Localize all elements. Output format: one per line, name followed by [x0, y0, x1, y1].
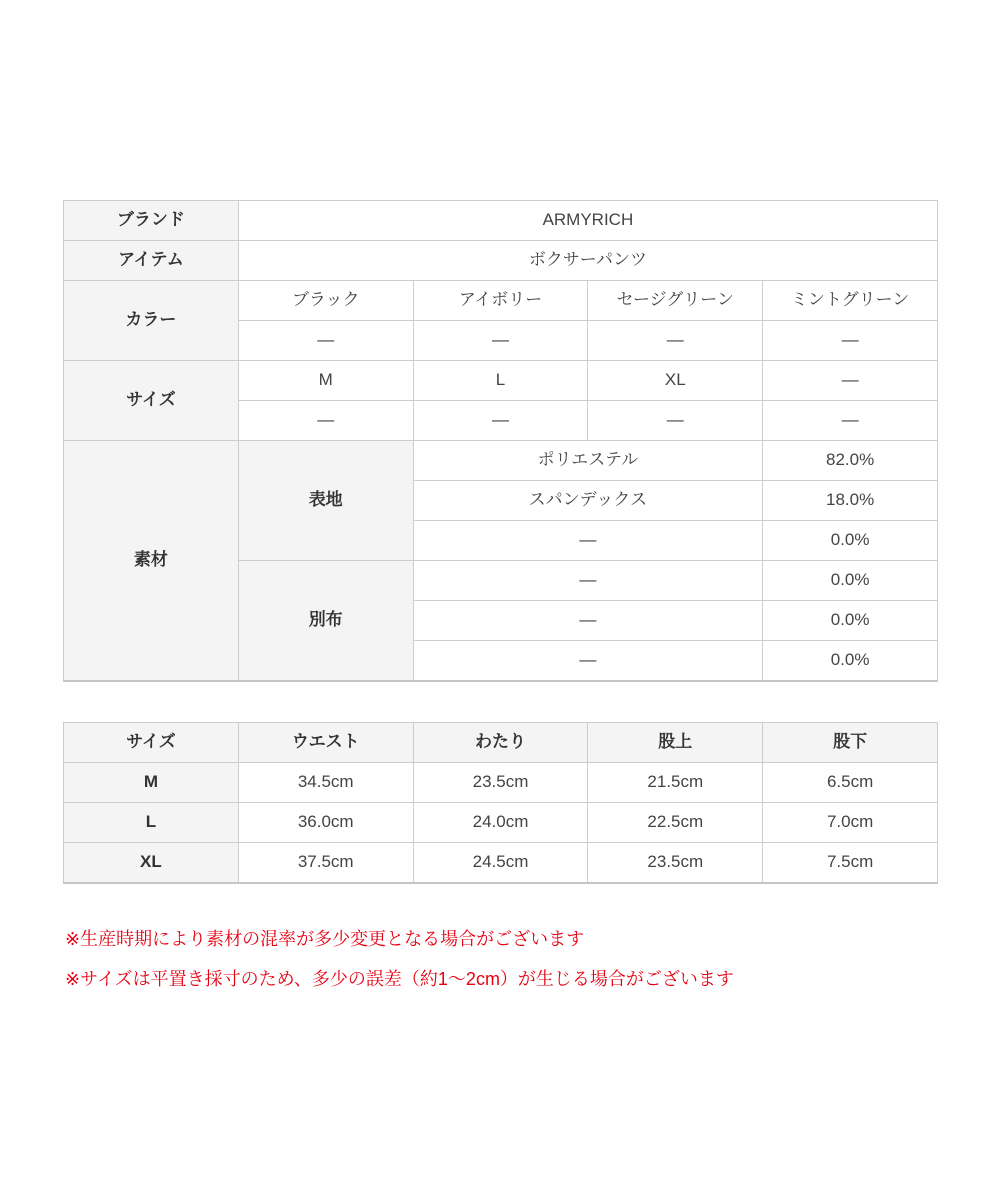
- size-chart-cell: 7.0cm: [763, 803, 938, 843]
- size-value: M: [238, 361, 413, 401]
- size-chart-table: [63, 722, 938, 884]
- product-spec-table: [63, 200, 938, 682]
- size-chart-cell: 22.5cm: [588, 803, 763, 843]
- size-chart-row-xl: [64, 843, 938, 884]
- material-row: [64, 441, 938, 481]
- color-value: —: [588, 321, 763, 361]
- note-measurement-tolerance: ※サイズは平置き採寸のため、多少の誤差（約1〜2cm）が生じる場合がございます: [65, 969, 734, 989]
- size-chart-size-cell: XL: [64, 843, 239, 884]
- size-value: L: [413, 361, 588, 401]
- material-percent: 0.0%: [763, 521, 938, 561]
- size-chart-cell: 34.5cm: [238, 763, 413, 803]
- note-material-variation: ※生産時期により素材の混率が多少変更となる場合がございます: [65, 929, 585, 949]
- size-value: —: [413, 401, 588, 441]
- size-chart-cell: 6.5cm: [763, 763, 938, 803]
- item-row: [64, 241, 938, 281]
- color-value: ブラック: [238, 281, 413, 321]
- material-percent: 0.0%: [763, 601, 938, 641]
- size-value: —: [763, 361, 938, 401]
- size-row: [64, 361, 938, 401]
- color-label: カラー: [64, 281, 239, 361]
- size-chart-header: わたり: [413, 723, 588, 763]
- material-percent: 82.0%: [763, 441, 938, 481]
- material-name: —: [413, 641, 763, 682]
- brand-value: ARMYRICH: [238, 201, 937, 241]
- material-percent: 0.0%: [763, 561, 938, 601]
- material-percent: 0.0%: [763, 641, 938, 682]
- material-name: —: [413, 601, 763, 641]
- size-chart-cell: 7.5cm: [763, 843, 938, 884]
- size-value: —: [588, 401, 763, 441]
- size-chart-header: ウエスト: [238, 723, 413, 763]
- disclaimer-notes: [63, 926, 1000, 992]
- material-group-outer-label: 表地: [238, 441, 413, 561]
- size-chart-cell: 36.0cm: [238, 803, 413, 843]
- size-value: —: [763, 401, 938, 441]
- color-value: —: [413, 321, 588, 361]
- brand-row: [64, 201, 938, 241]
- size-chart-header: 股下: [763, 723, 938, 763]
- material-group-other-label: 別布: [238, 561, 413, 682]
- material-name: —: [413, 521, 763, 561]
- size-chart-row-m: [64, 763, 938, 803]
- color-value: ミントグリーン: [763, 281, 938, 321]
- material-name: ポリエステル: [413, 441, 763, 481]
- color-value: —: [238, 321, 413, 361]
- size-chart-size-cell: L: [64, 803, 239, 843]
- size-chart-cell: 24.5cm: [413, 843, 588, 884]
- color-value: —: [763, 321, 938, 361]
- size-value: —: [238, 401, 413, 441]
- material-name: スパンデックス: [413, 481, 763, 521]
- size-label: サイズ: [64, 361, 239, 441]
- brand-label: ブランド: [64, 201, 239, 241]
- size-chart-row-l: [64, 803, 938, 843]
- color-value: セージグリーン: [588, 281, 763, 321]
- size-chart-cell: 23.5cm: [588, 843, 763, 884]
- color-value: アイボリー: [413, 281, 588, 321]
- size-chart-header: サイズ: [64, 723, 239, 763]
- material-name: —: [413, 561, 763, 601]
- size-chart-header: 股上: [588, 723, 763, 763]
- item-label: アイテム: [64, 241, 239, 281]
- size-chart-header-row: [64, 723, 938, 763]
- item-value: ボクサーパンツ: [238, 241, 937, 281]
- size-chart-cell: 37.5cm: [238, 843, 413, 884]
- size-value: XL: [588, 361, 763, 401]
- size-chart-cell: 21.5cm: [588, 763, 763, 803]
- size-chart-size-cell: M: [64, 763, 239, 803]
- material-percent: 18.0%: [763, 481, 938, 521]
- size-chart-cell: 24.0cm: [413, 803, 588, 843]
- size-chart-cell: 23.5cm: [413, 763, 588, 803]
- material-label: 素材: [64, 441, 239, 682]
- color-row: [64, 281, 938, 321]
